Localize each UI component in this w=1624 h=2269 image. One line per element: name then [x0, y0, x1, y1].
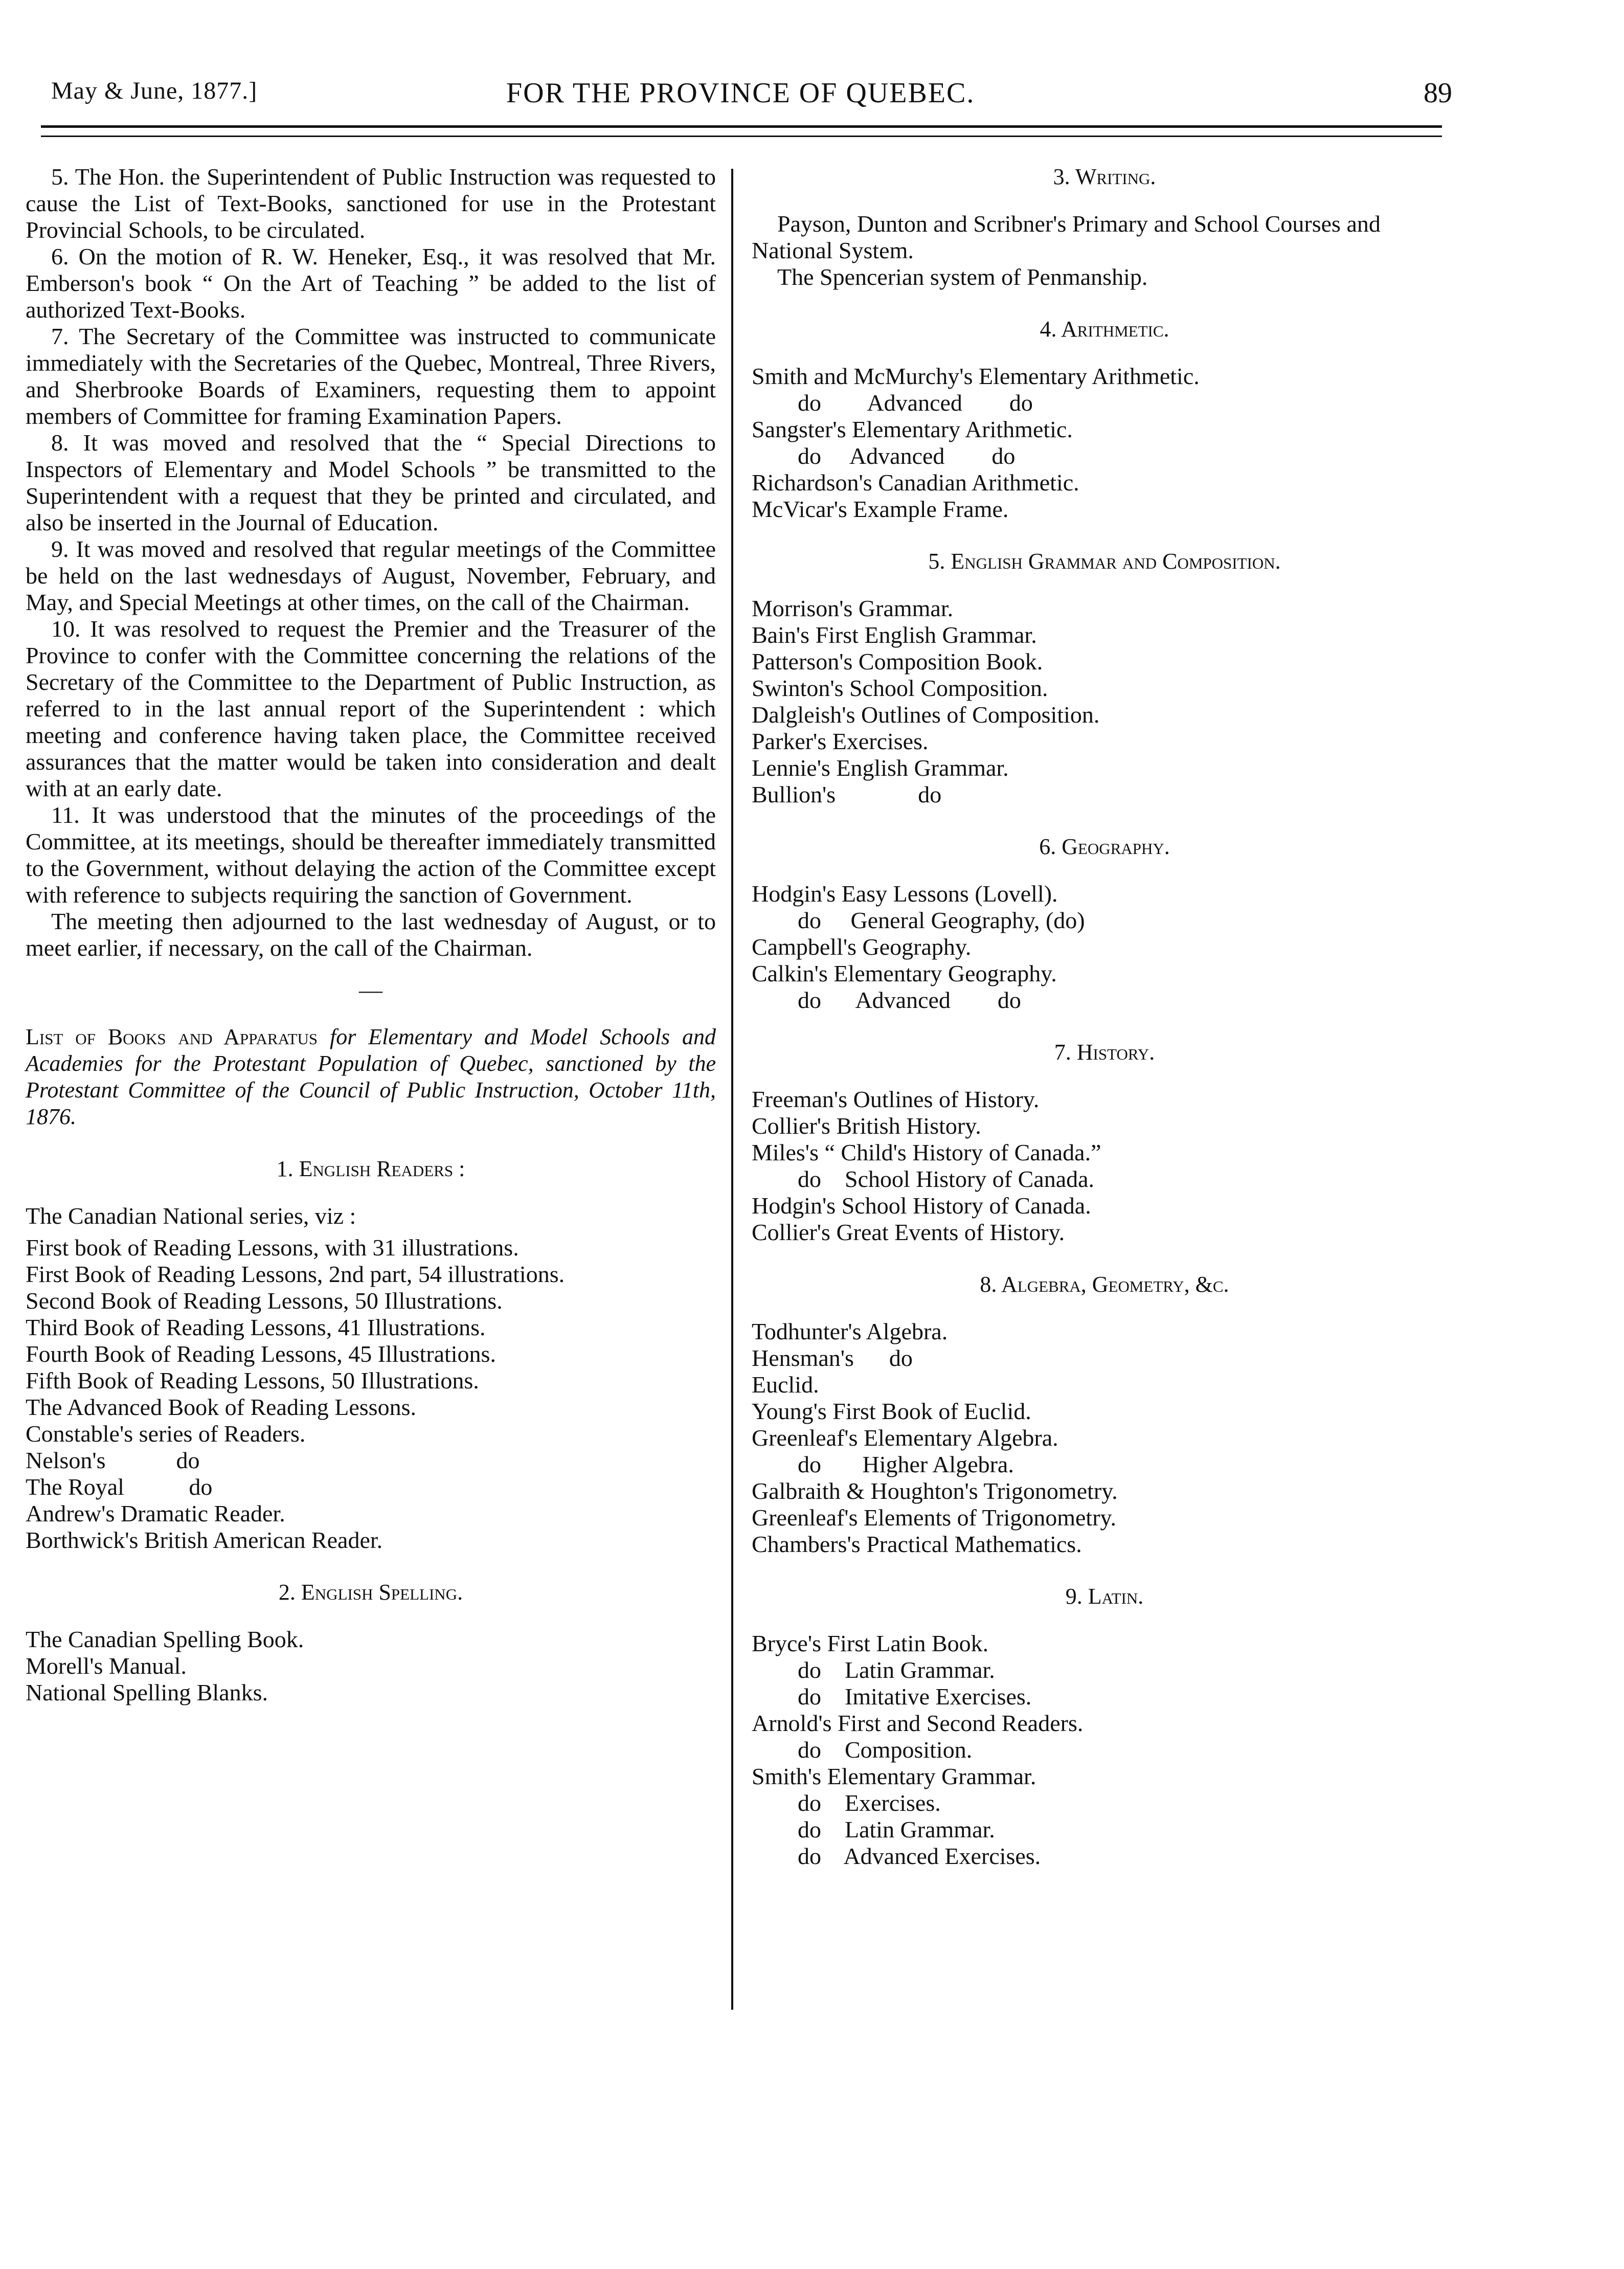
- right-column: [752, 164, 1457, 1870]
- list-item: Collier's British History.: [752, 1113, 981, 1139]
- page-number: 89: [1424, 77, 1452, 109]
- list-item: Smith and McMurchy's Elementary Arithmetic.: [752, 363, 1200, 389]
- header-date: May & June, 1877.]: [51, 77, 258, 104]
- list-item: The Royal do: [26, 1474, 213, 1500]
- list-title-caps: List of Books and Apparatus: [26, 1024, 318, 1049]
- list-item: The Advanced Book of Reading Lessons.: [26, 1394, 416, 1420]
- section-heading-english-readers: 1. English Readers :: [276, 1156, 465, 1181]
- list-item: do Imitative Exercises.: [798, 1683, 1032, 1710]
- list-item: Chambers's Practical Mathematics.: [752, 1531, 1082, 1557]
- header-title: FOR THE PROVINCE OF QUEBEC.: [506, 77, 975, 109]
- list-item: Lennie's English Grammar.: [752, 755, 1009, 781]
- list-item: Smith's Elementary Grammar.: [752, 1763, 1036, 1789]
- section-heading-grammar: 5. English Grammar and Composition.: [928, 549, 1281, 574]
- list-item: Swinton's School Composition.: [752, 675, 1048, 701]
- list-item: Bullion's do: [752, 781, 942, 807]
- list-item: do Advanced do: [798, 390, 1033, 416]
- list-item: do General Geography, (do): [798, 907, 1085, 933]
- list-item: do Latin Grammar.: [798, 1816, 995, 1843]
- section-separator: —: [359, 977, 382, 1003]
- list-item: do Exercises.: [798, 1790, 941, 1816]
- list-item: Arnold's First and Second Readers.: [752, 1710, 1084, 1736]
- list-title-rest: for Elementary and Model Schools and Academies for the Protestant Population of Quebec, sanctioned by the Protestant Committee of the Council of Public Instruction, October 11th, 1876.: [26, 1024, 716, 1129]
- list-item: Richardson's Canadian Arithmetic.: [752, 469, 1079, 496]
- list-item: First Book of Reading Lessons, 2nd part, 54 illustrations.: [26, 1261, 565, 1287]
- list-item: Patterson's Composition Book.: [752, 648, 1043, 675]
- list-item: Morell's Manual.: [26, 1653, 187, 1679]
- list-item: Greenleaf's Elementary Algebra.: [752, 1425, 1058, 1451]
- list-item: Todhunter's Algebra.: [752, 1318, 948, 1344]
- list-item: Payson, Dunton and Scribner's Primary and School Courses and National System.: [752, 211, 1381, 263]
- list-item: Nelson's do: [26, 1447, 200, 1473]
- list-item: Campbell's Geography.: [752, 934, 972, 960]
- list-item: Calkin's Elementary Geography.: [752, 960, 1057, 986]
- section-heading-latin: 9. Latin.: [1065, 1584, 1144, 1609]
- section-heading-english-spelling: 2. English Spelling.: [278, 1580, 463, 1605]
- list-item: Third Book of Reading Lessons, 41 Illustrations.: [26, 1314, 486, 1340]
- list-item: The Spencerian system of Penmanship.: [777, 264, 1148, 290]
- list-item: First book of Reading Lessons, with 31 illustrations.: [26, 1234, 519, 1261]
- list-item: Dalgleish's Outlines of Composition.: [752, 702, 1100, 728]
- list-item: McVicar's Example Frame.: [752, 496, 1009, 522]
- list-item: do Composition.: [798, 1737, 973, 1763]
- list-item: Fifth Book of Reading Lessons, 50 Illustrations.: [26, 1367, 479, 1394]
- column-divider: [731, 169, 733, 2010]
- section-heading-writing: 3. Writing.: [1053, 164, 1156, 189]
- list-item: Young's First Book of Euclid.: [752, 1398, 1031, 1424]
- list-item: Hodgin's Easy Lessons (Lovell).: [752, 881, 1058, 907]
- list-item: The Canadian Spelling Book.: [26, 1626, 304, 1652]
- paragraph-6: 6. On the motion of R. W. Heneker, Esq., it was resolved that Mr. Emberson's book “ On the Art of Teaching ” be added to the list of authorized Text-Books.: [26, 243, 716, 323]
- paragraph-9: 9. It was moved and resolved that regular meetings of the Committee be held on the last wednesdays of August, November, February, and May, and Special Meetings at other times, on the call of the Chairman.: [26, 536, 716, 615]
- page-header: [36, 77, 1452, 123]
- list-item: Collier's Great Events of History.: [752, 1219, 1065, 1245]
- list-item: Morrison's Grammar.: [752, 595, 954, 621]
- paragraph-8: 8. It was moved and resolved that the “ Special Directions to Inspectors of Elementary and Model Schools ” be transmitted to the Superintendent with a request that they be printed and circulated, and also be inserted in the Journal of Education.: [26, 430, 716, 535]
- list-item: Greenleaf's Elements of Trigonometry.: [752, 1504, 1117, 1531]
- left-column: [26, 164, 716, 1706]
- list-item: Sangster's Elementary Arithmetic.: [752, 416, 1073, 442]
- section-heading-arithmetic: 4. Arithmetic.: [1040, 317, 1169, 342]
- list-item: Euclid.: [752, 1372, 819, 1398]
- list-item: Hodgin's School History of Canada.: [752, 1193, 1091, 1219]
- list-title: [26, 1024, 716, 1130]
- list-item: Andrew's Dramatic Reader.: [26, 1500, 285, 1526]
- list-item: Parker's Exercises.: [752, 728, 929, 754]
- list-item: Constable's series of Readers.: [26, 1421, 306, 1447]
- list-item: do Advanced Exercises.: [798, 1843, 1041, 1869]
- list-item: Fourth Book of Reading Lessons, 45 Illustrations.: [26, 1341, 496, 1367]
- list-item: Galbraith & Houghton's Trigonometry.: [752, 1478, 1118, 1504]
- header-rule-secondary: [41, 136, 1442, 137]
- list-item: do Advanced do: [798, 443, 1016, 469]
- paragraph-10: 10. It was resolved to request the Premier and the Treasurer of the Province to confer with the Committee concerning the relations of the Secretary of the Committee to the Department of Public Instruction, as referred to in the last annual report of the Superintendent : which meeting and conference having taken place, the Committee received assurances that the matter would be taken into consideration and dealt with at an early date.: [26, 616, 716, 801]
- paragraph-adjourned: The meeting then adjourned to the last wednesday of August, or to meet earlier, if necessary, on the call of the Chairman.: [26, 908, 716, 961]
- list-item: Miles's “ Child's History of Canada.”: [752, 1139, 1101, 1165]
- paragraph-5: 5. The Hon. the Superintendent of Public Instruction was requested to cause the List of Text-Books, sanctioned for use in the Protestant Provincial Schools, to be circulated.: [26, 164, 716, 243]
- list-item: Hensman's do: [752, 1345, 913, 1371]
- section-heading-geography: 6. Geography.: [1039, 834, 1170, 859]
- list-item: do Advanced do: [798, 987, 1021, 1013]
- section-intro: The Canadian National series, viz :: [26, 1203, 356, 1229]
- section-heading-algebra: 8. Algebra, Geometry, &c.: [980, 1272, 1229, 1297]
- list-item: Freeman's Outlines of History.: [752, 1086, 1040, 1112]
- list-item: Bain's First English Grammar.: [752, 622, 1037, 648]
- list-item: Second Book of Reading Lessons, 50 Illustrations.: [26, 1288, 503, 1314]
- header-rule: [41, 125, 1442, 128]
- section-heading-history: 7. History.: [1054, 1040, 1155, 1065]
- list-item: do Higher Algebra.: [798, 1451, 1014, 1477]
- paragraph-7: 7. The Secretary of the Committee was instructed to communicate immediately with the Secretaries of the Quebec, Montreal, Three Rivers, and Sherbrooke Boards of Examiners, requesting them to appoint members of Committee for framing Examination Papers.: [26, 323, 716, 429]
- list-item: Bryce's First Latin Book.: [752, 1630, 989, 1656]
- list-item: do School History of Canada.: [798, 1166, 1095, 1192]
- list-item: National Spelling Blanks.: [26, 1679, 268, 1705]
- list-item: Borthwick's British American Reader.: [26, 1527, 383, 1553]
- list-item: do Latin Grammar.: [798, 1657, 995, 1683]
- paragraph-11: 11. It was understood that the minutes of the proceedings of the Committee, at its meetings, should be thereafter immediately transmitted to the Government, without delaying the action of the Committee except with reference to subjects requiring the sanction of Government.: [26, 802, 716, 908]
